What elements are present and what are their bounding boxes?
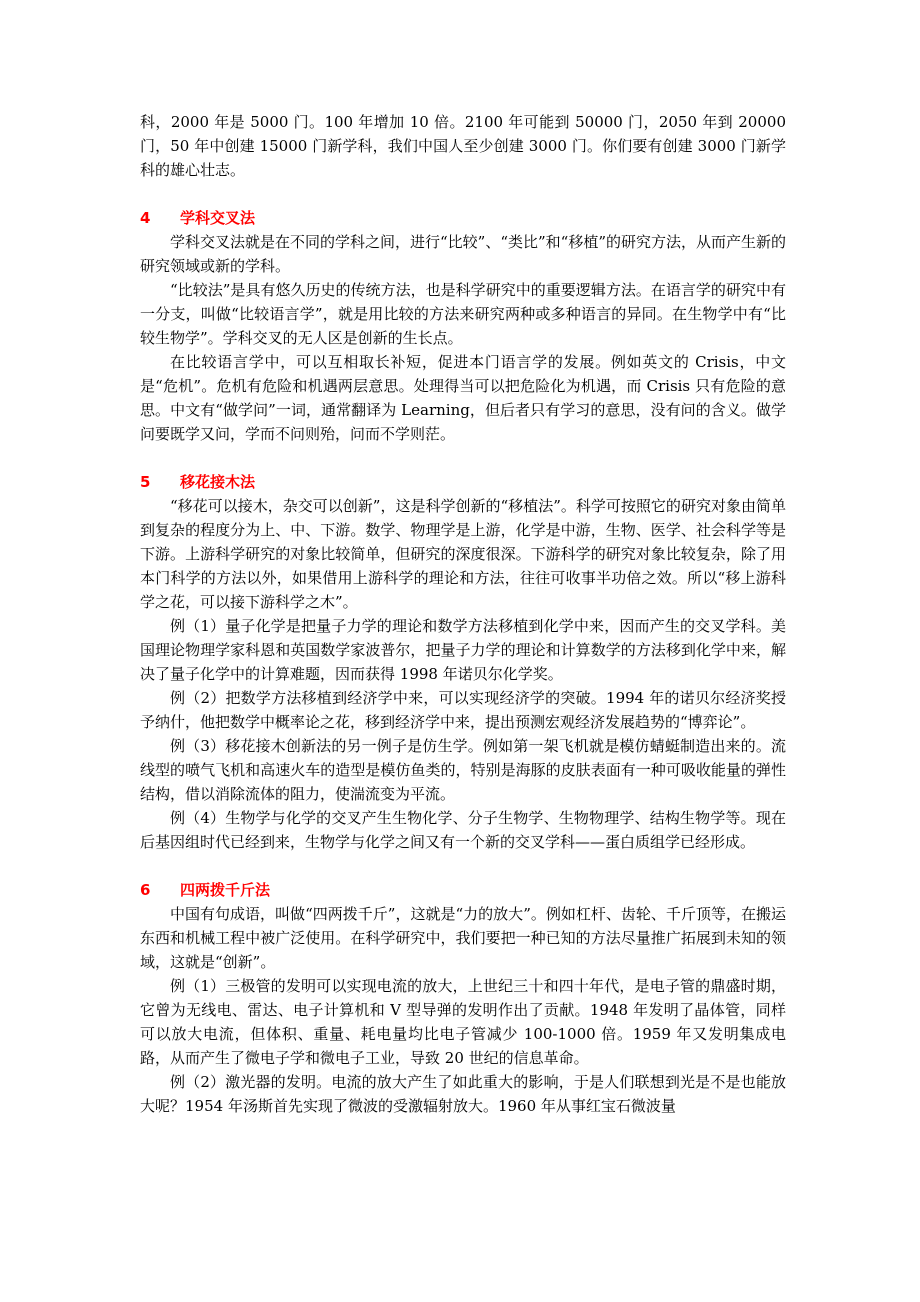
paragraph: “移花可以接木，杂交可以创新”，这是科学创新的“移植法”。科学可按照它的研究对象由简单到复杂的程度分为上、中、下游。数学、物理学是上游，化学是中游，生物、医学、社会科学等是下游。上游科学研究的对象比较简单，但研究的深度很深。下游科学的研究对象比较复杂，除了用本门科学的方法以外，如果借用上游科学的理论和方法，往往可收事半功倍之效。所以“移上游科学之花，可以接下游科学之木”。 [140,497,786,611]
paragraph: 例（1）量子化学是把量子力学的理论和数学方法移植到化学中来，因而产生的交叉学科。美国理论物理学家科恩和英国数学家波普尔，把量子力学的理论和计算数学的方法移到化学中来，解决了量子化学中的计算难题，因而获得 1998 年诺贝尔化学奖。 [140,617,786,683]
section-heading [140,878,786,902]
paragraph: 例（3）移花接木创新法的另一例子是仿生学。例如第一架飞机就是模仿蜻蜓制造出来的。流线型的喷气飞机和高速火车的造型是模仿鱼类的，特别是海豚的皮肤表面有一种可吸收能量的弹性结构，借以消除流体的阻力，使湍流变为平流。 [140,737,786,803]
paragraph: 例（2）激光器的发明。电流的放大产生了如此重大的影响，于是人们联想到光是不是也能放大呢？1954 年汤斯首先实现了微波的受激辐射放大。1960 年从事红宝石微波量 [140,1073,786,1115]
section-title: 学科交叉法 [180,209,256,227]
section-number: 6 [140,881,151,899]
document-page [140,110,786,1118]
paragraph: 例（1）三极管的发明可以实现电流的放大，上世纪三十和四十年代，是电子管的鼎盛时期，它曾为无线电、雷达、电子计算机和 V 型导弹的发明作出了贡献。1948 年发明了晶体管，同样可以放大电流，但体积、重量、耗电量均比电子管减少 100-1000 倍。1959 年又发明集成电路，从而产生了微电子学和微电子工业，导致 20 世纪的信息革命。 [140,977,786,1067]
intro-paragraph: 科，2000 年是 5000 门。100 年增加 10 倍。2100 年可能到 50000 门，2050 年到 20000 门，50 年中创建 15000 门新学科，我们中国人至少创建 3000 门。你们要有创建 3000 门新学科的雄心壮志。 [140,113,786,179]
paragraph: “比较法”是具有悠久历史的传统方法，也是科学研究中的重要逻辑方法。在语言学的研究中有一分支，叫做“比较语言学”，就是用比较的方法来研究两种或多种语言的异同。在生物学中有“比较生物学”。学科交叉的无人区是创新的生长点。 [140,281,786,347]
paragraph: 例（2）把数学方法移植到经济学中来，可以实现经济学的突破。1994 年的诺贝尔经济奖授予纳什，他把数学中概率论之花，移到经济学中来，提出预测宏观经济发展趋势的“博弈论”。 [140,689,786,731]
section-title: 四两拨千斤法 [180,881,271,899]
section-6 [140,878,786,1118]
section-heading [140,470,786,494]
section-heading [140,206,786,230]
paragraph: 学科交叉法就是在不同的学科之间，进行“比较”、“类比”和“移植”的研究方法，从而产生新的研究领域或新的学科。 [140,233,787,275]
section-number: 4 [140,209,151,227]
section-5 [140,470,786,854]
paragraph: 例（4）生物学与化学的交叉产生生物化学、分子生物学、生物物理学、结构生物学等。现在后基因组时代已经到来，生物学与化学之间又有一个新的交叉学科——蛋白质组学已经形成。 [140,809,786,851]
section-number: 5 [140,473,151,491]
paragraph: 中国有句成语，叫做“四两拨千斤”，这就是“力的放大”。例如杠杆、齿轮、千斤顶等，在搬运东西和机械工程中被广泛使用。在科学研究中，我们要把一种已知的方法尽量推广拓展到未知的领域，这就是“创新”。 [140,905,786,971]
paragraph: 在比较语言学中，可以互相取长补短，促进本门语言学的发展。例如英文的 Crisis，中文是“危机”。危机有危险和机遇两层意思。处理得当可以把危险化为机遇，而 Crisis 只有危险的意思。中文有“做学问”一词，通常翻译为 Learning，但后者只有学习的意思，没有问的含义。做学问要既学又问，学而不问则殆，问而不学则茫。 [140,353,786,443]
section-4 [140,206,786,446]
section-title: 移花接木法 [180,473,256,491]
